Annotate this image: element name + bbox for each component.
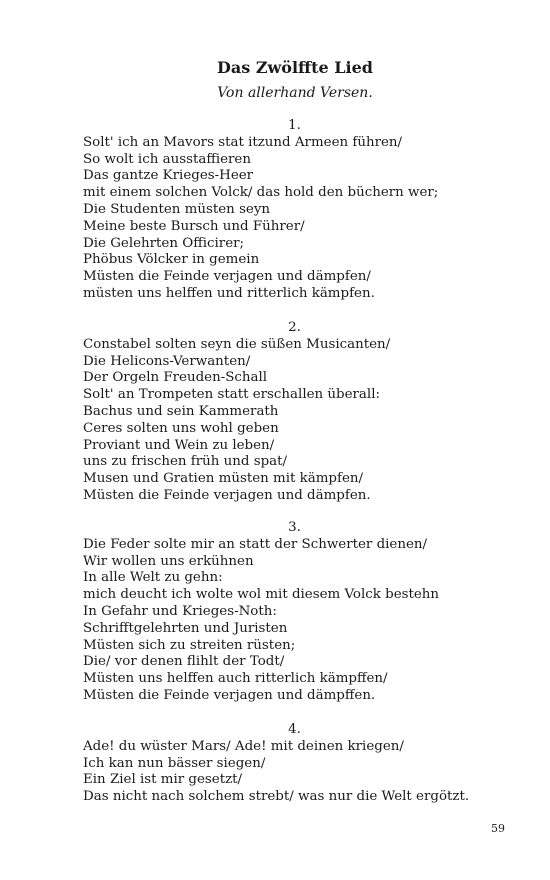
stanza-number: 1. [288, 118, 301, 133]
verse-line: Müsten die Feinde verjagen und dämpfen. [83, 487, 371, 503]
verse-line: Die Studenten müsten seyn [83, 201, 271, 217]
verse-line: Müsten sich zu streiten rüsten; [83, 637, 296, 653]
verse-line: Musen und Gratien müsten mit kämpfen/ [83, 471, 364, 487]
verse-line: uns zu frischen früh und spat/ [83, 454, 288, 470]
verse-line: Phöbus Völcker in gemein [83, 252, 260, 268]
verse-line: Proviant und Wein zu leben/ [83, 437, 275, 453]
verse-line: Die Helicons-Verwanten/ [83, 353, 251, 369]
verse-line: Ich kan nun bässer siegen/ [83, 755, 266, 771]
verse-line: Meine beste Bursch und Führer/ [83, 218, 305, 234]
verse-line: Müsten die Feinde verjagen und dämpfen/ [83, 269, 371, 285]
verse-line: Solt' ich an Mavors stat itzund Armeen führen/ [83, 134, 403, 150]
verse-line: Der Orgeln Freuden-Schall [83, 370, 268, 386]
verse-line: Ade! du wüster Mars/ Ade! mit deinen kriegen/ [83, 738, 404, 754]
verse-line: Die Gelehrten Officirer; [83, 235, 245, 251]
verse-line: In Gefahr und Krieges-Noth: [83, 603, 277, 619]
stanza-4 [83, 722, 503, 806]
stanza-1 [83, 118, 503, 303]
verse-line: Müsten uns helffen auch ritterlich kämpffen/ [83, 671, 388, 687]
stanza-number: 2. [288, 320, 301, 335]
stanza-3 [83, 520, 503, 705]
verse-line: mit einem solchen Volck/ das hold den büchern wer; [83, 185, 439, 201]
verse-line: Müsten die Feinde verjagen und dämpffen. [83, 687, 376, 703]
poem-title: Das Zwölffte Lied [217, 58, 373, 77]
verse-line: Die/ vor denen flihlt der Todt/ [83, 654, 285, 670]
verse-line: Wir wollen uns erkühnen [83, 553, 254, 569]
stanza-number: 4. [288, 722, 301, 737]
verse-line: Ein Ziel ist mir gesetzt/ [83, 772, 243, 788]
verse-line: Constabel solten seyn die süßen Musicanten/ [83, 336, 391, 352]
verse-line: Das nicht nach solchem strebt/ was nur die Welt ergötzt. [83, 789, 470, 805]
page-number: 59 [491, 822, 505, 835]
stanza-2 [83, 320, 503, 505]
verse-line: Das gantze Krieges-Heer [83, 168, 254, 184]
stanza-number: 3. [288, 520, 301, 535]
verse-line: In alle Welt zu gehn: [83, 570, 223, 586]
verse-line: Solt' an Trompeten statt erschallen überall: [83, 387, 380, 403]
verse-line: Schrifftgelehrten und Juristen [83, 620, 288, 636]
verse-line: Bachus und sein Kammerath [83, 403, 279, 419]
verse-line: So wolt ich ausstaffieren [83, 151, 251, 167]
poem-subtitle: Von allerhand Versen. [217, 85, 373, 101]
verse-line: mich deucht ich wolte wol mit diesem Volck bestehn [83, 587, 440, 603]
verse-line: müsten uns helffen und ritterlich kämpfen. [83, 285, 375, 301]
verse-line: Ceres solten uns wohl geben [83, 420, 279, 436]
verse-line: Die Feder solte mir an statt der Schwerter dienen/ [83, 536, 428, 552]
